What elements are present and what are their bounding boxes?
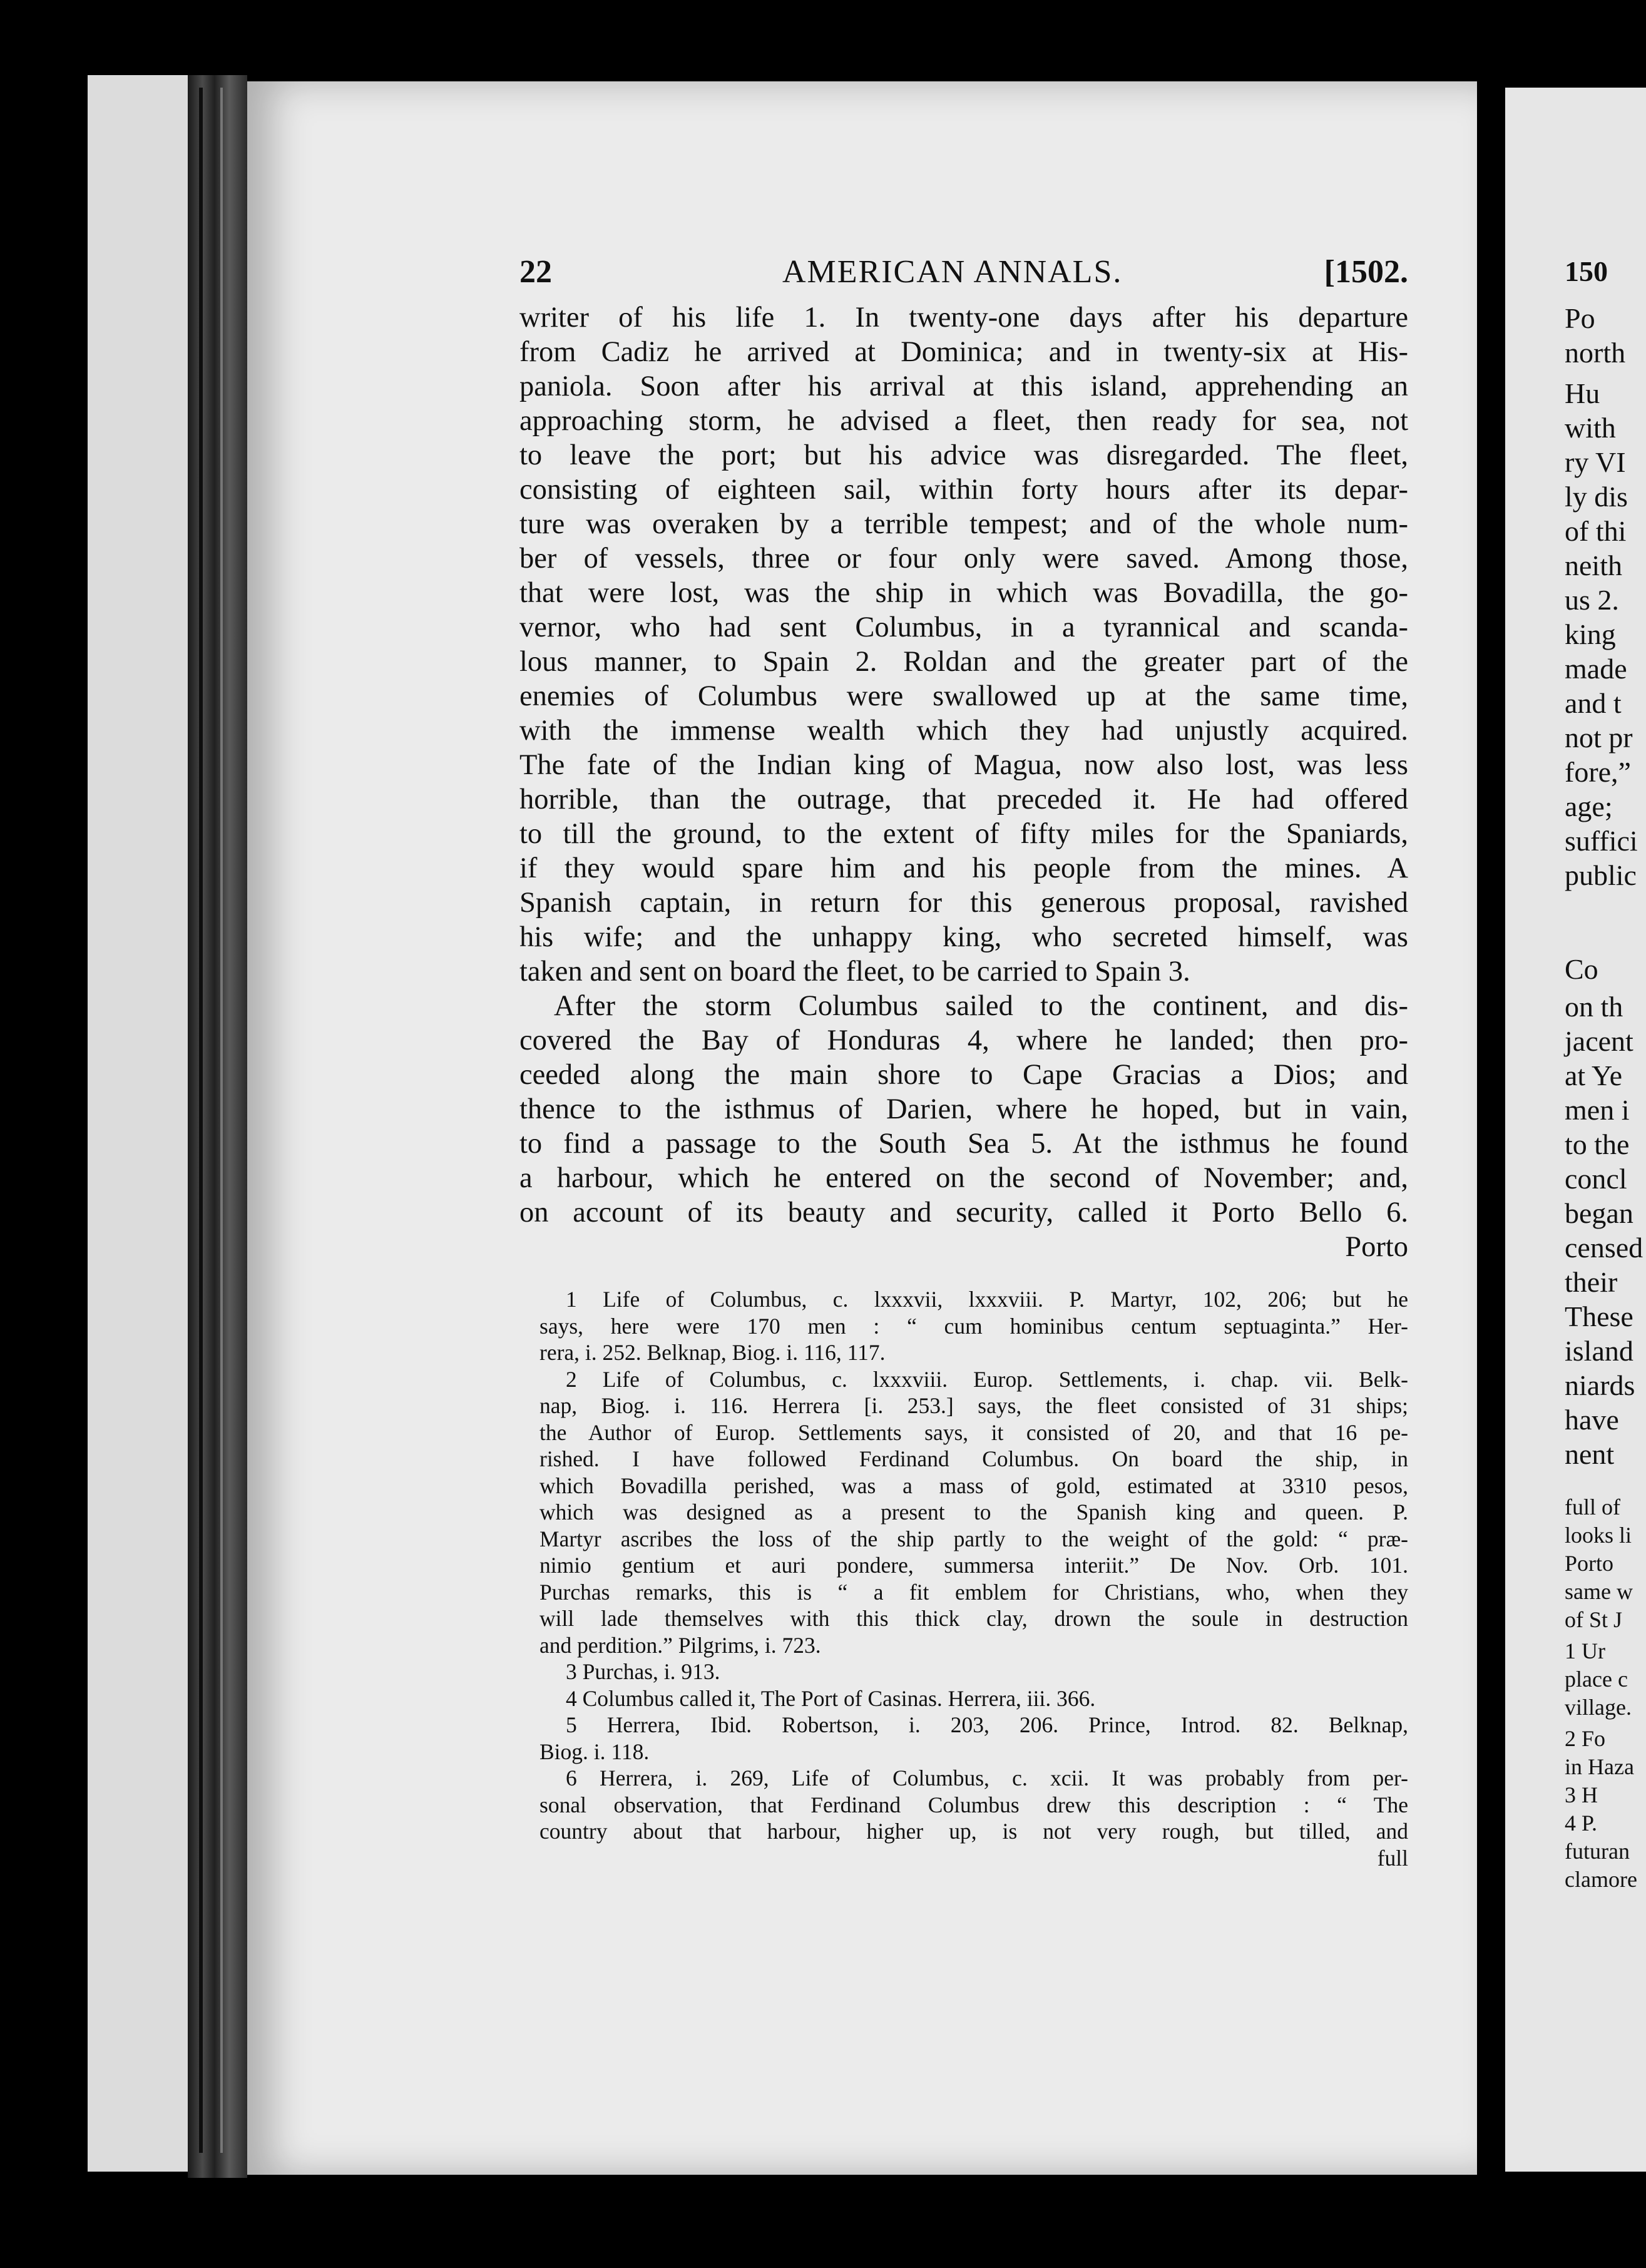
facing-page-line: same w: [1565, 1579, 1633, 1604]
page-number: 22: [519, 254, 552, 290]
text-line: covered the Bay of Honduras 4, where he landed; then pro-: [519, 1024, 1408, 1056]
spine-highlight-line: [220, 88, 223, 2153]
facing-page-line: north: [1565, 337, 1626, 369]
facing-page-line: concl: [1565, 1163, 1627, 1195]
facing-page-line: of thi: [1565, 515, 1627, 547]
facing-page-line: ry VI: [1565, 446, 1626, 478]
text-line: his wife; and the unhappy king, who secreted himself, was: [519, 921, 1408, 953]
facing-page-line: suffici: [1565, 825, 1638, 857]
facing-page-line: king: [1565, 618, 1616, 650]
main-text-block: [519, 300, 1408, 1264]
facing-page-line: at Ye: [1565, 1060, 1623, 1091]
text-line: vernor, who had sent Columbus, in a tyrannical and scanda-: [519, 611, 1408, 643]
text-line: ture was overaken by a terrible tempest; and of the whole num-: [519, 508, 1408, 540]
catchword: Porto: [1345, 1231, 1408, 1263]
footnote-line: which Bovadilla perished, was a mass of gold, estimated at 3310 pesos,: [539, 1473, 1408, 1498]
facing-page-line: 4 P.: [1565, 1811, 1598, 1836]
text-line: a harbour, which he entered on the second of November; and,: [519, 1162, 1408, 1194]
left-margin-strip: [88, 75, 188, 2172]
facing-page-line: their: [1565, 1266, 1618, 1298]
text-line: After the storm Columbus sailed to the continent, and dis-: [554, 990, 1408, 1022]
text-line: ceeded along the main shore to Cape Gracias a Dios; and: [519, 1059, 1408, 1091]
facing-page-line: of St J: [1565, 1607, 1623, 1632]
facing-page-line: niards: [1565, 1369, 1635, 1401]
facing-page-line: 1 Ur: [1565, 1638, 1605, 1663]
text-line: from Cadiz he arrived at Dominica; and in twenty-six at His-: [519, 336, 1408, 368]
facing-page-line: began: [1565, 1197, 1633, 1229]
facing-page-line: on th: [1565, 991, 1623, 1023]
facing-page-line: nent: [1565, 1438, 1615, 1470]
text-line: on account of its beauty and security, called it Porto Bello 6.: [519, 1197, 1408, 1228]
facing-page-line: ly dis: [1565, 481, 1628, 513]
facing-page-line: in Haza: [1565, 1754, 1634, 1779]
text-line: if they would spare him and his people from the mines. A: [519, 852, 1408, 884]
footnote-line: Purchas remarks, this is “ a fit emblem for Christians, who, when they: [539, 1579, 1408, 1605]
facing-page-line: us 2.: [1565, 584, 1619, 616]
text-line: ber of vessels, three or four only were saved. Among those,: [519, 543, 1408, 575]
footnote-line: 4 Columbus called it, The Port of Casinas. Herrera, iii. 366.: [566, 1685, 1096, 1711]
footnote-line: Martyr ascribes the loss of the ship partly to the weight of the gold: “ præ-: [539, 1526, 1408, 1551]
footnote-line: Biog. i. 118.: [539, 1739, 650, 1764]
facing-page-line: place c: [1565, 1667, 1628, 1692]
footnote-line: nap, Biog. i. 116. Herrera [i. 253.] says, the fleet consisted of 31 ships;: [539, 1393, 1408, 1418]
facing-page-line: island: [1565, 1335, 1633, 1367]
facing-page-line: and t: [1565, 687, 1622, 719]
text-line: writer of his life 1. In twenty-one days after his departure: [519, 302, 1408, 334]
footnote-line: and perdition.” Pilgrims, i. 723.: [539, 1632, 821, 1658]
text-line: The fate of the Indian king of Magua, now also lost, was less: [519, 749, 1408, 781]
footnote-line: nimio gentium et auri pondere, summersa interiit.” De Nov. Orb. 101.: [539, 1553, 1408, 1578]
running-title: AMERICAN ANNALS.: [782, 254, 1123, 290]
facing-page-line: village.: [1565, 1695, 1632, 1720]
facing-page-line: 3 H: [1565, 1782, 1598, 1807]
facing-page-line: clamore: [1565, 1867, 1637, 1892]
footnote-line: country about that harbour, higher up, is not very rough, but tilled, and: [539, 1819, 1408, 1844]
running-year: [1502.: [1324, 254, 1408, 290]
text-line: lous manner, to Spain 2. Roldan and the greater part of the: [519, 646, 1408, 678]
facing-page-line: neith: [1565, 549, 1622, 581]
text-line: that were lost, was the ship in which was Bovadilla, the go-: [519, 577, 1408, 609]
footnote-line: the Author of Europ. Settlements says, it consisted of 20, and that 16 pe-: [539, 1419, 1408, 1445]
facing-page-line: 150: [1565, 255, 1608, 287]
facing-page-line: Co: [1565, 953, 1598, 985]
text-line: horrible, than the outrage, that preceded it. He had offered: [519, 784, 1408, 815]
facing-page-line: looks li: [1565, 1523, 1632, 1548]
footnote-catchword: full: [1377, 1845, 1408, 1871]
book-spine-edge: [188, 75, 247, 2178]
facing-page-line: not pr: [1565, 722, 1633, 753]
footnote-line: rera, i. 252. Belknap, Biog. i. 116, 117.: [539, 1340, 886, 1365]
footnote-line: says, here were 170 men : “ cum hominibus centum septuaginta.” Her-: [539, 1313, 1408, 1339]
facing-page-line: fore,”: [1565, 756, 1631, 788]
footnote-line: 6 Herrera, i. 269, Life of Columbus, c. xcii. It was probably from per-: [566, 1765, 1408, 1790]
facing-page-line: full of: [1565, 1494, 1620, 1520]
text-line: to find a passage to the South Sea 5. At the isthmus he found: [519, 1128, 1408, 1160]
text-line: thence to the isthmus of Darien, where he hoped, but in vain,: [519, 1093, 1408, 1125]
facing-page-line: public: [1565, 859, 1637, 891]
facing-page-line: futuran: [1565, 1839, 1630, 1864]
facing-page-line: made: [1565, 653, 1627, 685]
facing-page-line: jacent: [1565, 1025, 1633, 1057]
footnote-line: 3 Purchas, i. 913.: [566, 1659, 720, 1684]
facing-page-line: to the: [1565, 1128, 1630, 1160]
footnote-line: 2 Life of Columbus, c. lxxxviii. Europ. Settlements, i. chap. vii. Belk-: [566, 1366, 1408, 1392]
footnote-line: 1 Life of Columbus, c. lxxxvii, lxxxviii. P. Martyr, 102, 206; but he: [566, 1287, 1408, 1312]
facing-page-line: age;: [1565, 790, 1613, 822]
facing-page-line: Po: [1565, 302, 1595, 334]
text-line: Spanish captain, in return for this generous proposal, ravished: [519, 887, 1408, 919]
footnote-line: will lade themselves with this thick clay, drown the soule in destruction: [539, 1606, 1408, 1631]
text-line: paniola. Soon after his arrival at this island, apprehending an: [519, 370, 1408, 402]
spine-shadow-line: [199, 88, 203, 2153]
facing-page-line: Hu: [1565, 377, 1600, 409]
text-line: approaching storm, he advised a fleet, then ready for sea, not: [519, 405, 1408, 437]
text-line: to till the ground, to the extent of fifty miles for the Spaniards,: [519, 818, 1408, 850]
text-line: with the immense wealth which they had unjustly acquired.: [519, 715, 1408, 747]
facing-page-line: with: [1565, 412, 1616, 444]
facing-page-line: have: [1565, 1404, 1619, 1436]
text-line: taken and sent on board the fleet, to be carried to Spain 3.: [519, 956, 1190, 988]
footnote-line: 5 Herrera, Ibid. Robertson, i. 203, 206. Prince, Introd. 82. Belknap,: [566, 1712, 1408, 1737]
footnote-line: rished. I have followed Ferdinand Columbus. On board the ship, in: [539, 1446, 1408, 1471]
footnote-line: sonal observation, that Ferdinand Columbus drew this description : “ The: [539, 1792, 1408, 1817]
facing-page-line: men i: [1565, 1094, 1630, 1126]
text-line: to leave the port; but his advice was disregarded. The fleet,: [519, 439, 1408, 471]
footnote-line: which was designed as a present to the Spanish king and queen. P.: [539, 1499, 1408, 1525]
text-line: enemies of Columbus were swallowed up at the same time,: [519, 680, 1408, 712]
footnotes-block: [539, 1286, 1408, 1871]
facing-page-line: 2 Fo: [1565, 1726, 1606, 1751]
text-line: consisting of eighteen sail, within forty hours after its depar-: [519, 474, 1408, 506]
facing-page-line: censed: [1565, 1232, 1643, 1264]
facing-page-line: Porto: [1565, 1551, 1614, 1576]
running-head: [519, 253, 1408, 297]
facing-page-line: These: [1565, 1300, 1633, 1332]
